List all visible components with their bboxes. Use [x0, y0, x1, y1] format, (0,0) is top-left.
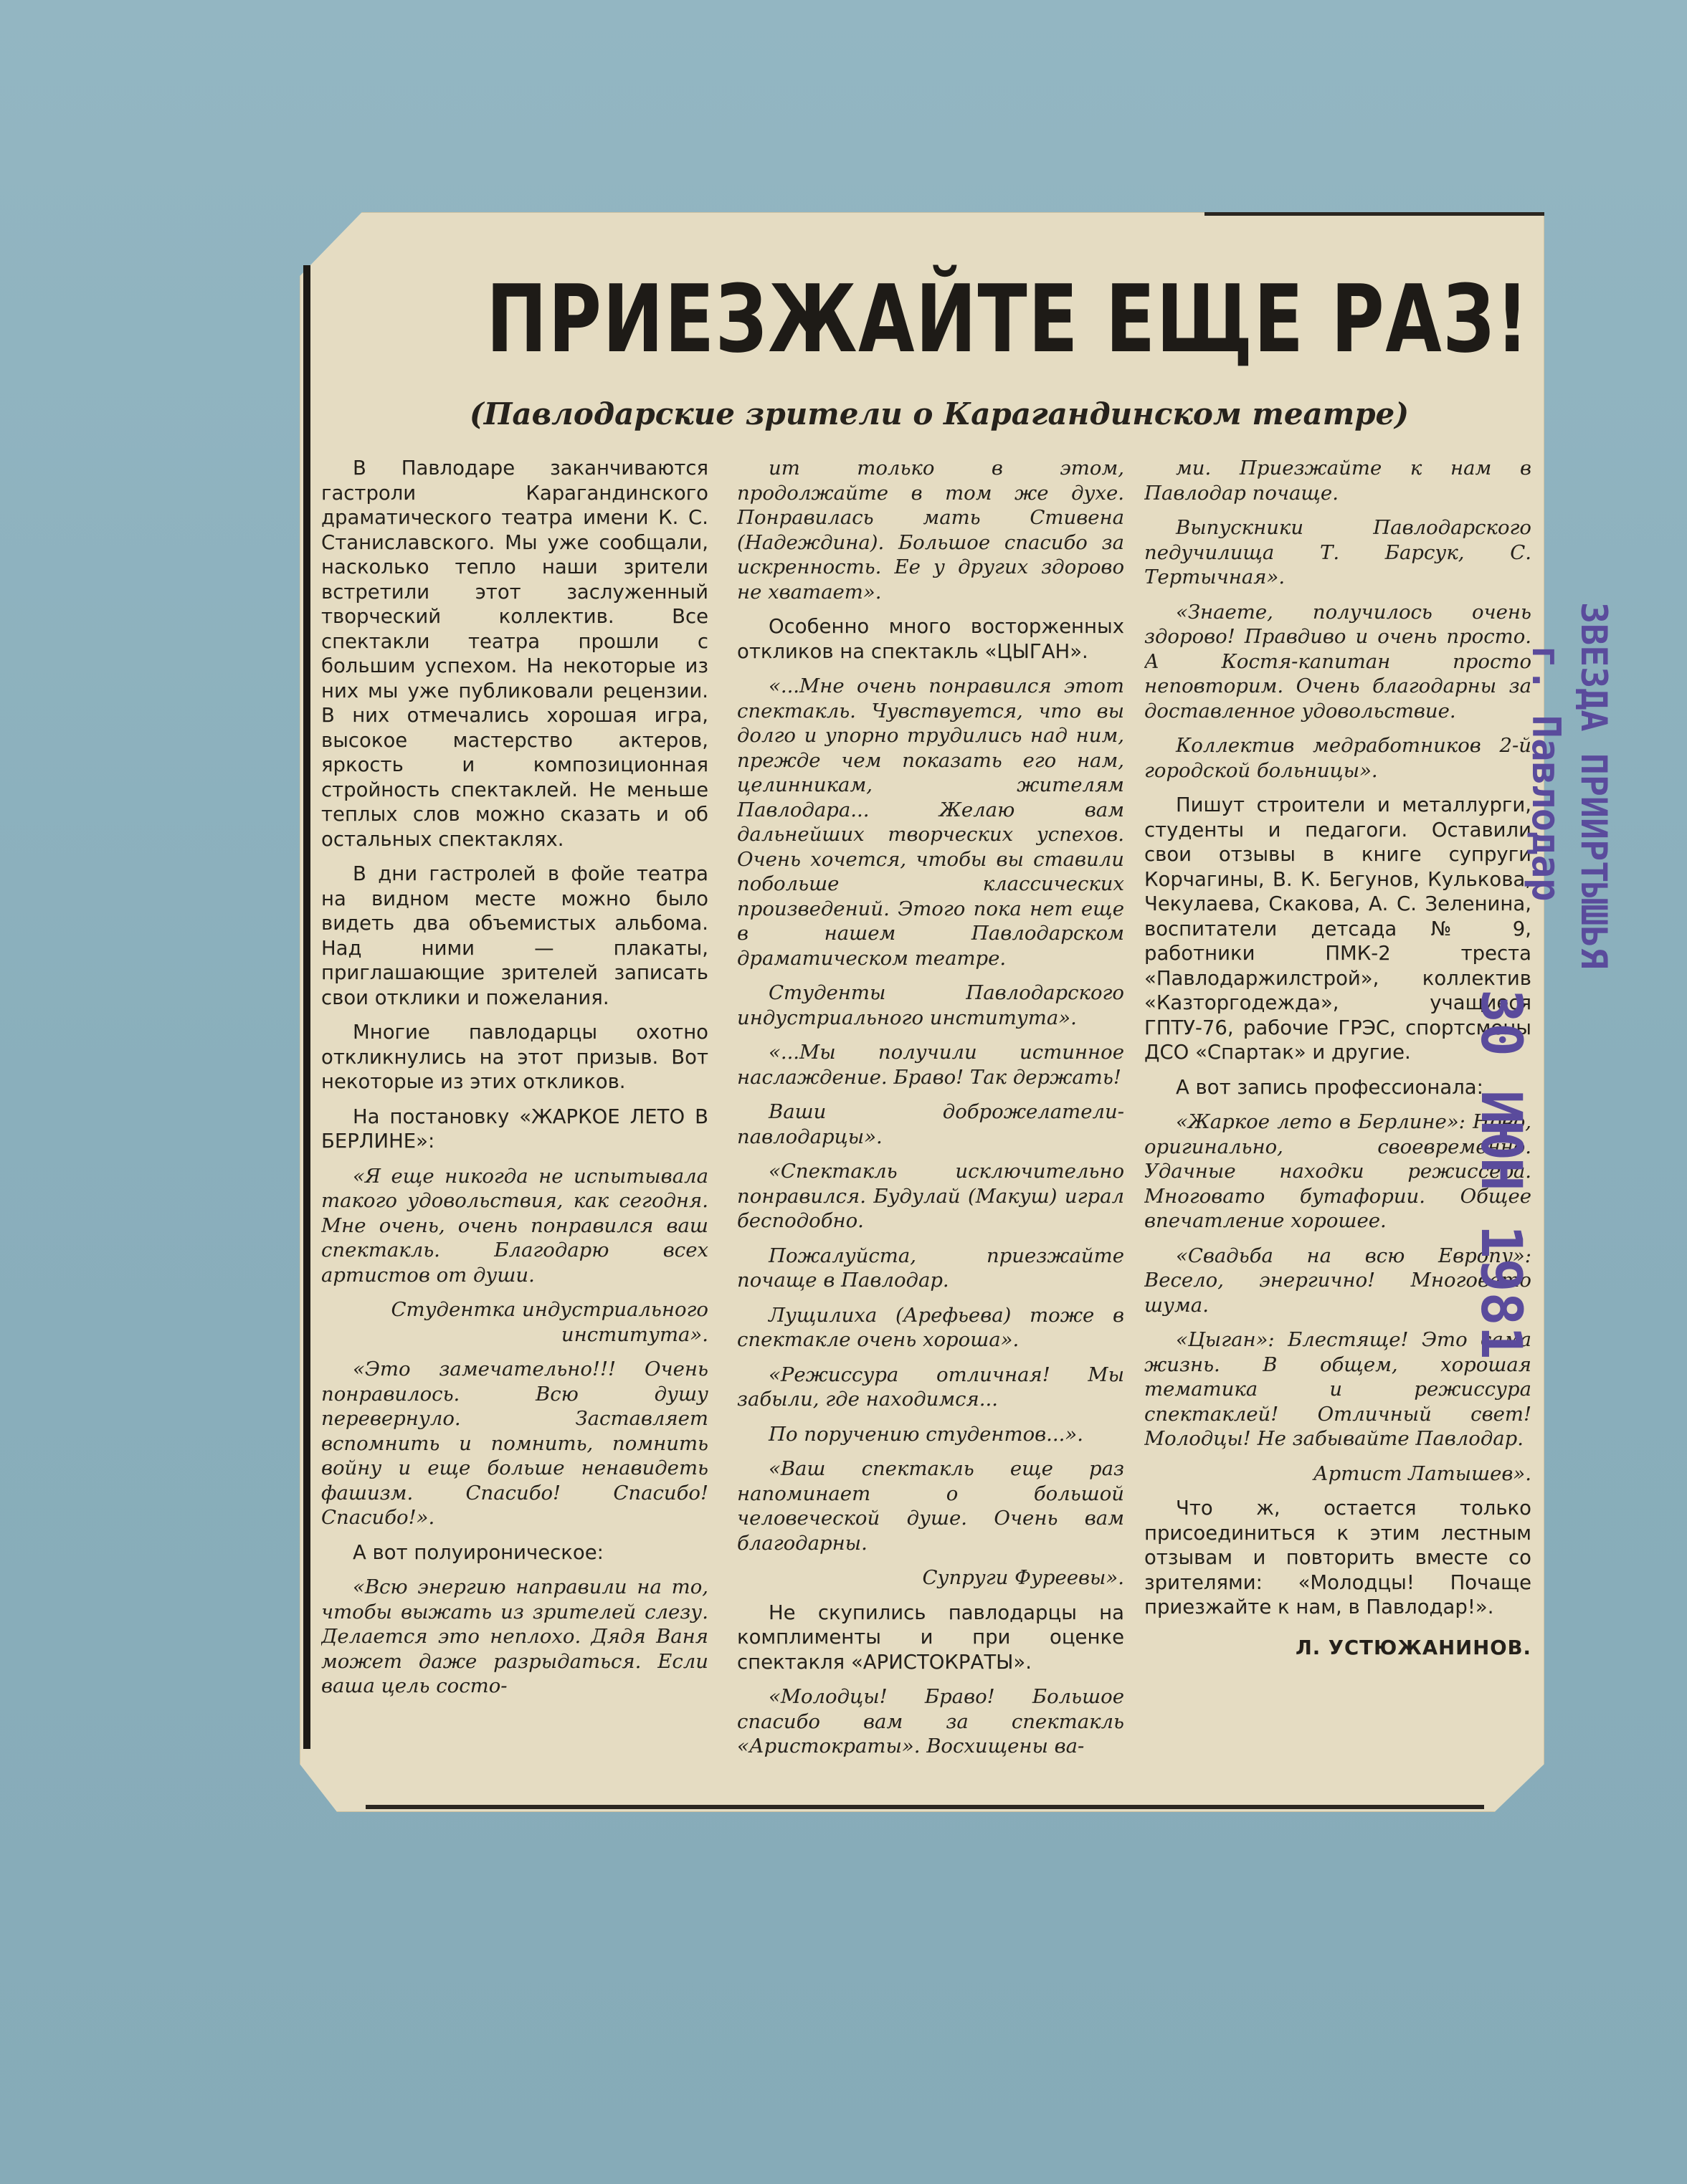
paragraph: А вот запись профессионала:: [1176, 1075, 1483, 1099]
quote: «Свадьба на всю Европу»: Весело, энергично! Многовато шума.: [1144, 1244, 1531, 1317]
paragraph: В Павлодаре заканчиваются гастроли Карагандинского драматического театра имени К. С. Станиславского. Мы уже сообщали, насколько тепло наши зрители встретили этот заслуженный творческий коллектив. Все спектакли театра прошли с большим успехом. На некоторые из них мы уже публиковали рецензии. В них отмечались хорошая игра, высокое мастерство актеров, яркость и композиционная стройность спектаклей. Не меньше теплых слов можно сказать и об остальных спектаклях.: [321, 457, 708, 851]
article-column-2: [737, 456, 1124, 1803]
quote-signature: Коллектив медработников 2-й городской больницы».: [1144, 734, 1531, 782]
quote: «Ваш спектакль еще раз напоминает о большой человеческой душе. Очень вам благодарны.: [737, 1457, 1124, 1555]
article-subtitle: (Павлодарские зрители о Карагандинском театре): [469, 396, 1410, 431]
quote: «Знаете, получилось очень здорово! Правдиво и очень просто. А Костя-капитан просто неповторим. Очень благодарны за доставленное удовольствие.: [1144, 600, 1531, 723]
quote-signature: Студенты Павлодарского индустриального института».: [737, 981, 1124, 1029]
paragraph: А вот полуироническое:: [353, 1540, 604, 1564]
bottom-border-rule: [366, 1805, 1484, 1809]
quote: «Цыган»: Блестяще! Это сама жизнь. В общем, хорошая тематика и режиссура спектаклей! Отличный свет! Молодцы! Не забывайте Павлодар.: [1144, 1328, 1531, 1450]
quote: ми. Приезжайте к нам в Павлодар почаще.: [1144, 457, 1531, 505]
quote: «Режиссура отличная! Мы забыли, где находимся...: [737, 1363, 1124, 1411]
paragraph: На постановку «ЖАРКОЕ ЛЕТО В БЕРЛИНЕ»:: [321, 1105, 708, 1153]
quote: «...Мне очень понравился этот спектакль. Чувствуется, что вы долго и упорно трудились над ним, прежде чем показать его нам, целинникам, жителям Павлодара... Желаю вам дальнейших творческих успехов. Очень хочется, чтобы вы ставили побольше классических произведений. Этого пока нет еще в нашем Павлодарском драматическом театре.: [737, 674, 1124, 970]
article-author: Л. УСТЮЖАНИНОВ.: [1295, 1636, 1531, 1659]
quote: «Жаркое лето в Берлине»: Ново, оригинально, своевременно. Удачные находки режиссера. Многовато бутафории. Общее впечатление хорошее.: [1144, 1110, 1531, 1232]
left-border-rule: [303, 265, 310, 1749]
quote: ит только в этом, продолжайте в том же духе. Понравилась мать Стивена (Надеждина). Большое спасибо за искренность. Ее у других здорово не хватает».: [737, 457, 1124, 604]
paragraph: Многие павлодарцы охотно откликнулись на этот призыв. Вот некоторые из этих откликов.: [321, 1021, 708, 1093]
quote-signature: Выпускники Павлодарского педучилища Т. Барсук, С. Тертычная».: [1144, 516, 1531, 588]
quote: «Молодцы! Браво! Большое спасибо вам за спектакль «Аристократы». Восхищены ва-: [737, 1685, 1124, 1758]
quote-signature: Супруги Фуреевы».: [922, 1566, 1124, 1589]
quote-signature: Артист Латышев».: [1313, 1461, 1531, 1485]
paragraph: Особенно много восторженных откликов на спектакль «ЦЫГАН».: [737, 615, 1124, 663]
article-headline: ПРИЕЗЖАЙТЕ ЕЩЕ РАЗ!: [486, 264, 1530, 373]
paragraph: Пишут строители и металлурги, студенты и педагоги. Оставили свои отзывы в книге супруги Корчагины, В. К. Бегунов, Кулькова, Чекулаева, Скакова, А. С. Зеленина, воспитатели детсада № 9, работники ПМК-2 треста «Павлодаржилстрой», коллектив «Казторгодежда», учащиеся ГПТУ-76, рабочие ГРЭС, спортсмены ДСО «Спартак» и другие.: [1144, 793, 1531, 1064]
quote: «Я еще никогда не испытывала такого удовольствия, как сегодня. Мне очень, очень понравился ваш спектакль. Благодарю всех артистов от души.: [321, 1164, 708, 1287]
article-column-1: [321, 456, 708, 1803]
quote: «Спектакль исключительно понравился. Будулай (Макуш) играл бесподобно.: [737, 1160, 1124, 1232]
stamp-date: 30 ИЮН 1981: [1468, 989, 1533, 1360]
quote: Пожалуйста, приезжайте почаще в Павлодар.: [737, 1244, 1124, 1292]
quote-signature: Студентка индустриального института».: [391, 1298, 708, 1346]
stamp-city: г. Павлодар: [1524, 645, 1569, 902]
stamp-newspaper-name: ЗВЕЗДА ПРИИРТЫШЬЯ: [1573, 602, 1615, 969]
top-border-rule: [1204, 212, 1544, 216]
quote: Лущилиха (Арефьева) тоже в спектакле очень хороша».: [737, 1303, 1124, 1351]
quote: «Это замечательно!!! Очень понравилось. Всю душу перевернуло. Заставляет вспомнить и помнить, помнить войну и еще больше ненавидеть фашизм. Спасибо! Спасибо! Спасибо!».: [321, 1358, 708, 1529]
paragraph: В дни гастролей в фойе театра на видном месте можно было видеть два объемистых альбома. Над ними — плакаты, приглашающие зрителей записать свои отклики и пожелания.: [321, 862, 708, 1009]
paragraph: Что ж, остается только присоединиться к этим лестным отзывам и повторить вместе со зрителями: «Молодцы! Почаще приезжайте к нам, в Павлодар!».: [1144, 1497, 1531, 1618]
paragraph: Не скупились павлодарцы на комплименты и при оценке спектакля «АРИСТОКРАТЫ».: [737, 1601, 1124, 1674]
quote-signature: По поручению студентов...».: [769, 1422, 1083, 1446]
quote-signature: Ваши доброжелатели-павлодарцы».: [737, 1100, 1124, 1148]
quote: «...Мы получили истинное наслаждение. Браво! Так держать!: [737, 1041, 1124, 1089]
quote: «Всю энергию направили на то, чтобы выжать из зрителей слезу. Делается это неплохо. Дядя Ваня может даже разрыдаться. Если ваша цель состо-: [321, 1575, 708, 1697]
